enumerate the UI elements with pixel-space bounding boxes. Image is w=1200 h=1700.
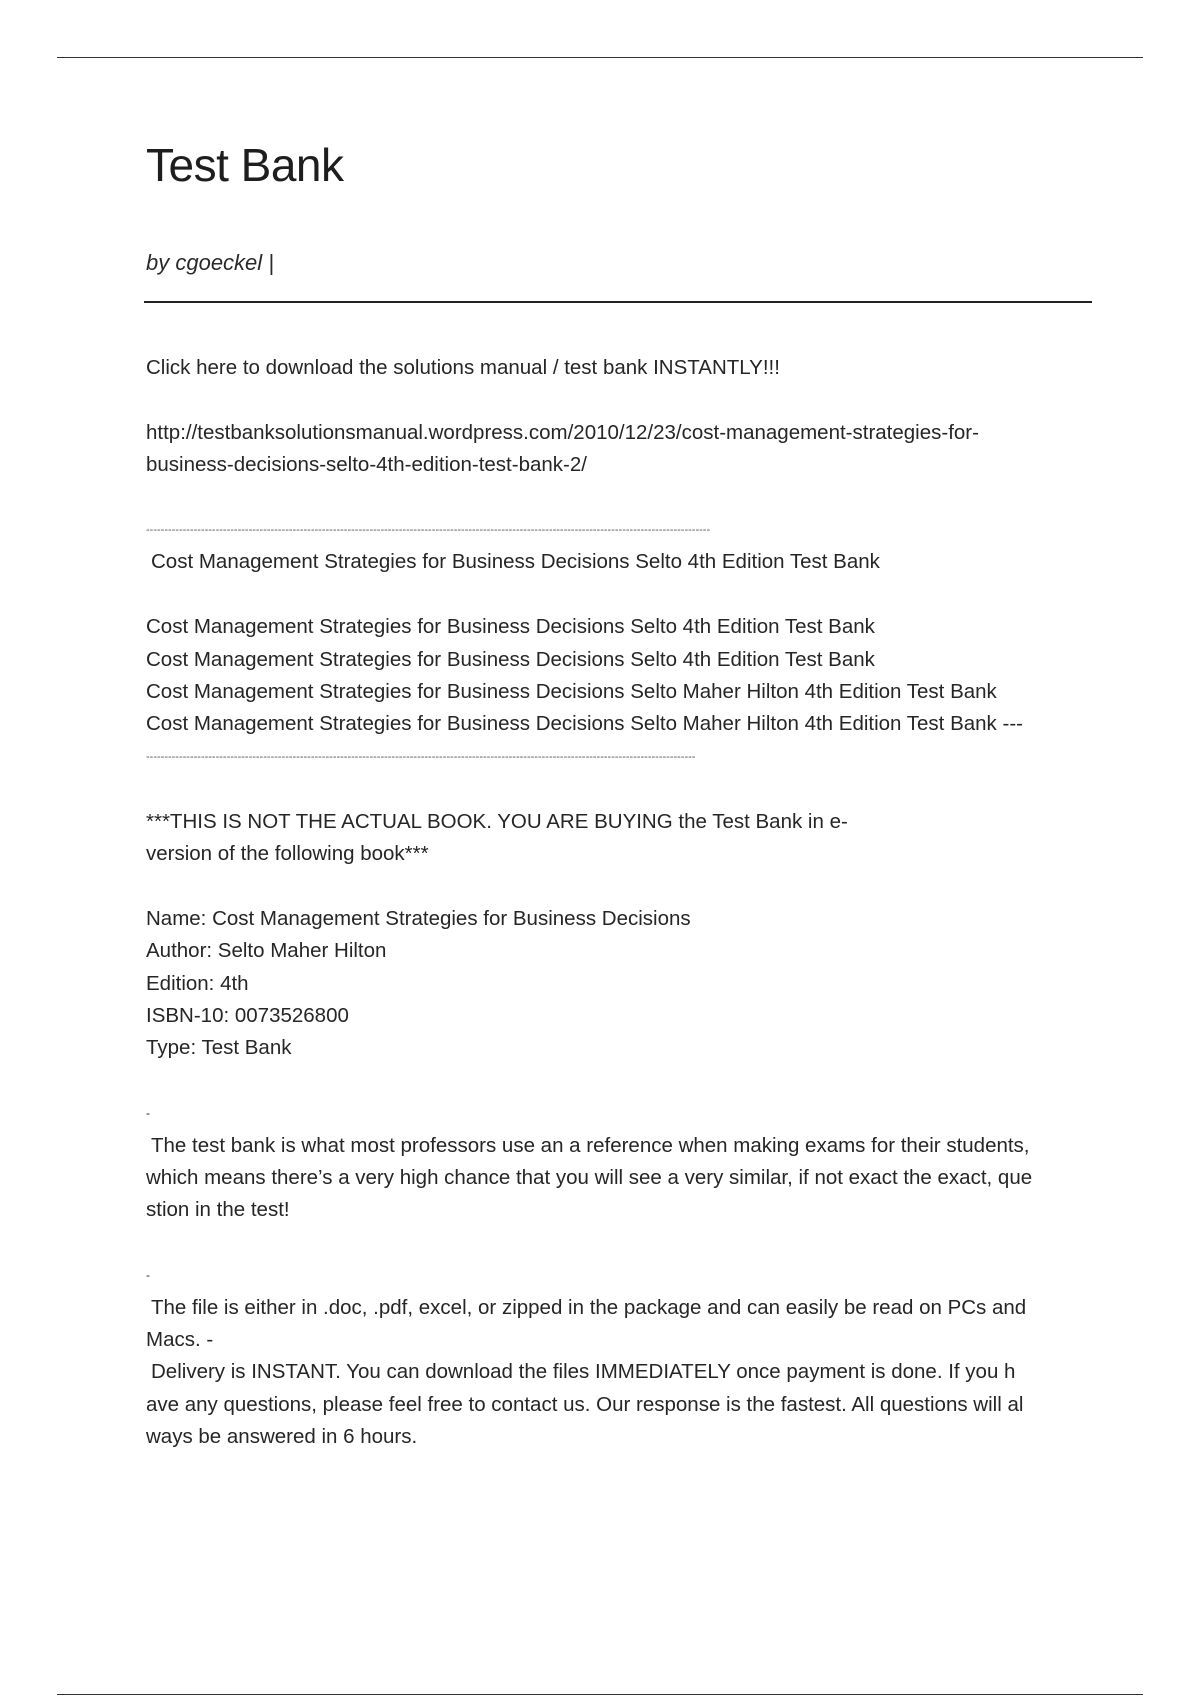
header-divider: [144, 301, 1092, 303]
post-body: [146, 352, 1096, 1454]
title-line: Cost Management Strategies for Business Decisions Selto 4th Edition Test Bank: [146, 615, 875, 639]
dashed-separator-bottom: ------------------------------------------------------------------------------------------------------------------------------------------------------: [146, 750, 696, 763]
book-edition: Edition: 4th: [146, 971, 249, 995]
download-cta-text: Click here to download the solutions manual / test bank INSTANTLY!!!: [146, 356, 780, 379]
bullet-dash: -: [146, 1106, 150, 1121]
book-name: Name: Cost Management Strategies for Business Decisions: [146, 906, 691, 930]
paragraph-delivery-line-2: ave any questions, please feel free to contact us. Our response is the fastest. All questions will al: [146, 1392, 1024, 1416]
download-link[interactable]: http://testbanksolutionsmanual.wordpress.com/2010/12/23/cost-management-strategies-for-: [146, 420, 979, 444]
book-isbn: ISBN-10: 0073526800: [146, 1004, 349, 1028]
paragraph-professors-line-3: stion in the test!: [146, 1198, 290, 1222]
bullet-dash: -: [146, 1268, 150, 1283]
paragraph-professors-line-2: which means there’s a very high chance that you will see a very similar, if not exact the exact, que: [146, 1166, 1033, 1190]
bottom-divider: [57, 1694, 1143, 1695]
author-byline: by cgoeckel |: [146, 250, 275, 275]
book-title-heading: Cost Management Strategies for Business Decisions Selto 4th Edition Test Bank: [151, 550, 880, 574]
download-link-continued[interactable]: business-decisions-selto-4th-edition-test-bank-2/: [146, 453, 587, 477]
page-title: Test Bank: [146, 139, 344, 191]
notice-line-2: version of the following book***: [146, 842, 429, 866]
book-type: Type: Test Bank: [146, 1036, 292, 1060]
download-link-line-2[interactable]: [146, 449, 1096, 481]
paragraph-professors-line-1: The test bank is what most professors use an a reference when making exams for their students,: [151, 1133, 1030, 1157]
notice-line-1: ***THIS IS NOT THE ACTUAL BOOK. YOU ARE BUYING the Test Bank in e-: [146, 809, 848, 833]
paragraph-delivery-line-1: Delivery is INSTANT. You can download the files IMMEDIATELY once payment is done. If you h: [151, 1360, 1016, 1384]
title-line: Cost Management Strategies for Business Decisions Selto Maher Hilton 4th Edition Test Bank ---: [146, 712, 1023, 736]
paragraph-delivery-line-3: ways be answered in 6 hours.: [146, 1425, 418, 1449]
title-line: Cost Management Strategies for Business Decisions Selto Maher Hilton 4th Edition Test Bank: [146, 680, 997, 704]
download-link-line-1[interactable]: [146, 417, 1096, 449]
top-divider: [57, 57, 1143, 58]
title-line: Cost Management Strategies for Business Decisions Selto 4th Edition Test Bank: [146, 647, 875, 671]
paragraph-file-format-line-2: Macs. -: [146, 1328, 214, 1352]
book-author: Author: Selto Maher Hilton: [146, 939, 387, 963]
dashed-separator-top: ----------------------------------------------------------------------------------------------------------------------------------------------------------: [146, 524, 711, 536]
paragraph-file-format-line-1: The file is either in .doc, .pdf, excel, or zipped in the package and can easily be read on PCs and: [151, 1295, 1027, 1319]
